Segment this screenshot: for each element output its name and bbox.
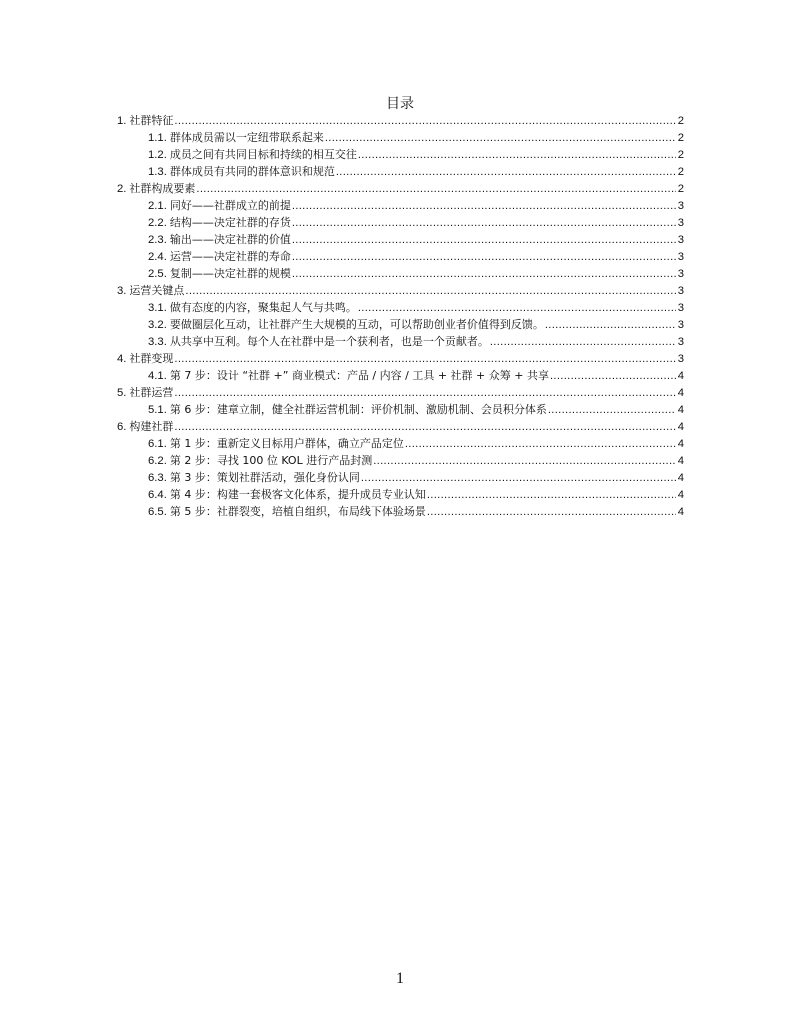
toc-dot-leader (196, 181, 676, 198)
toc-entry[interactable] (117, 418, 684, 435)
toc-entry-number: 4. (117, 353, 127, 365)
toc-dot-leader (405, 436, 676, 453)
toc-entry-page: 4 (677, 421, 684, 433)
toc-dot-leader (358, 147, 676, 164)
toc-entry[interactable] (117, 333, 684, 350)
toc-entry-text: 同好——社群成立的前提 (169, 199, 291, 212)
toc-entry-text: 第 7 步：设计 “社群 +” 商业模式：产品 / 内容 / 工具 + 社群 + 众筹 + 共享 (169, 369, 549, 382)
toc-entry-text: 做有态度的内容，聚集起人气与共鸣。 (169, 301, 357, 314)
toc-entry-text: 社群特征 (129, 114, 174, 127)
toc-entry-page: 2 (677, 166, 684, 178)
toc-entry-number: 5. (117, 387, 127, 399)
toc-entry-page: 2 (677, 115, 684, 127)
toc-entry[interactable] (117, 163, 684, 180)
toc-entry-page: 2 (677, 132, 684, 144)
toc-dot-leader (292, 266, 676, 283)
toc-entry[interactable] (117, 180, 684, 197)
toc-dot-leader (292, 232, 676, 249)
toc-entry-page: 2 (677, 149, 684, 161)
toc-dot-leader (427, 487, 676, 504)
toc-dot-leader (427, 504, 676, 521)
toc-entry-text: 第 6 步：建章立制，健全社群运营机制：评价机制、激励机制、会员积分体系 (169, 403, 547, 416)
toc-entry-text: 第 2 步：寻找 100 位 KOL 进行产品封测 (169, 454, 373, 467)
toc-dot-leader (292, 249, 676, 266)
toc-dot-leader (361, 470, 676, 487)
toc-entry-text: 社群构成要素 (129, 182, 196, 195)
toc-dot-leader (490, 334, 676, 351)
toc-entry[interactable] (117, 248, 684, 265)
toc-entry-number: 1.1. (148, 132, 167, 144)
toc-entry[interactable] (117, 265, 684, 282)
toc-entry-number: 2.2. (148, 217, 167, 229)
toc-entry-page: 3 (677, 234, 684, 246)
page-number: 1 (396, 970, 404, 987)
toc-entry-page: 4 (677, 489, 684, 501)
toc-entry[interactable] (117, 350, 684, 367)
toc-entry-page: 4 (677, 472, 684, 484)
toc-entry-page: 4 (677, 404, 684, 416)
toc-entry[interactable] (117, 435, 684, 452)
toc-dot-leader (292, 215, 676, 232)
toc-entry-page: 2 (677, 183, 684, 195)
toc-dot-leader (548, 402, 676, 419)
toc-entry-page: 4 (677, 370, 684, 382)
toc-dot-leader (174, 419, 676, 436)
toc-entry-page: 3 (677, 217, 684, 229)
toc-dot-leader (174, 385, 676, 402)
toc-entry-number: 5.1. (148, 404, 167, 416)
toc-entry-page: 3 (677, 200, 684, 212)
toc-entry-text: 第 3 步：策划社群活动，强化身份认同 (169, 471, 360, 484)
toc-entry-number: 3. (117, 285, 127, 297)
toc-entry-text: 要做圈层化互动，让社群产生大规模的互动，可以帮助创业者价值得到反馈。 (169, 318, 544, 331)
toc-entry[interactable] (117, 486, 684, 503)
toc-entry-text: 第 5 步：社群裂变，培植自组织，布局线下体验场景 (169, 505, 426, 518)
toc-entry-number: 6.3. (148, 472, 167, 484)
toc-entry-page: 3 (677, 319, 684, 331)
toc-entry-number: 2.3. (148, 234, 167, 246)
toc-entry-text: 第 1 步：重新定义目标用户群体，确立产品定位 (169, 437, 404, 450)
toc-entry-number: 6. (117, 421, 127, 433)
toc-entry-number: 3.2. (148, 319, 167, 331)
toc-entry-number: 2.5. (148, 268, 167, 280)
toc-dot-leader (292, 198, 676, 215)
toc-entry-page: 3 (677, 336, 684, 348)
toc-entry[interactable] (117, 214, 684, 231)
toc-entry-text: 第 4 步：构建一套极客文化体系，提升成员专业认知 (169, 488, 426, 501)
toc-entry-text: 复制——决定社群的规模 (169, 267, 291, 280)
toc-dot-leader (174, 113, 676, 130)
toc-entry-page: 3 (677, 268, 684, 280)
toc-entry-text: 运营关键点 (129, 284, 185, 297)
toc-entry-number: 2.1. (148, 200, 167, 212)
toc-entry-number: 6.4. (148, 489, 167, 501)
toc-entry-number: 6.1. (148, 438, 167, 450)
toc-entry-text: 社群变现 (129, 352, 174, 365)
toc-dot-leader (373, 453, 676, 470)
toc-entry-page: 3 (677, 251, 684, 263)
toc-entry[interactable] (117, 469, 684, 486)
toc-entry[interactable] (117, 503, 684, 520)
toc-entry[interactable] (117, 367, 684, 384)
toc-entry[interactable] (117, 231, 684, 248)
toc-entry-number: 3.1. (148, 302, 167, 314)
toc-entry-number: 1. (117, 115, 127, 127)
toc-entry[interactable] (117, 282, 684, 299)
toc-entry[interactable] (117, 197, 684, 214)
toc-entry-text: 构建社群 (129, 420, 174, 433)
toc-entry-text: 结构——决定社群的存货 (169, 216, 291, 229)
toc-entry-text: 成员之间有共同目标和持续的相互交往 (169, 148, 357, 161)
toc-entry-page: 4 (677, 455, 684, 467)
toc-entry[interactable] (117, 401, 684, 418)
toc-entry-number: 6.2. (148, 455, 167, 467)
toc-entry-text: 从共享中互利。每个人在社群中是一个获利者，也是一个贡献者。 (169, 335, 489, 348)
toc-dot-leader (336, 164, 676, 181)
toc-entry-page: 3 (677, 302, 684, 314)
toc-entry[interactable] (117, 112, 684, 129)
toc-entry-number: 6.5. (148, 506, 167, 518)
table-of-contents (117, 112, 684, 520)
toc-dot-leader (174, 351, 676, 368)
toc-entry-number: 3.3. (148, 336, 167, 348)
toc-entry[interactable] (117, 452, 684, 469)
toc-entry[interactable] (117, 384, 684, 401)
toc-entry[interactable] (117, 146, 684, 163)
toc-entry-text: 群体成员需以一定纽带联系起来 (169, 131, 324, 144)
toc-dot-leader (185, 283, 676, 300)
toc-entry-page: 4 (677, 387, 684, 399)
toc-entry-number: 1.2. (148, 149, 167, 161)
toc-entry[interactable] (117, 299, 684, 316)
toc-title: 目录 (386, 96, 414, 112)
toc-entry-page: 4 (677, 438, 684, 450)
toc-entry-text: 输出——决定社群的价值 (169, 233, 291, 246)
toc-dot-leader (358, 300, 676, 317)
toc-entry[interactable] (117, 316, 684, 333)
toc-entry-number: 2. (117, 183, 127, 195)
toc-dot-leader (550, 368, 676, 385)
toc-entry-page: 3 (677, 353, 684, 365)
toc-entry-page: 3 (677, 285, 684, 297)
toc-entry-number: 1.3. (148, 166, 167, 178)
toc-entry-text: 社群运营 (129, 386, 174, 399)
toc-dot-leader (545, 317, 676, 334)
toc-entry-text: 群体成员有共同的群体意识和规范 (169, 165, 335, 178)
toc-entry-number: 4.1. (148, 370, 167, 382)
toc-dot-leader (325, 130, 676, 147)
toc-entry-page: 4 (677, 506, 684, 518)
toc-entry-text: 运营——决定社群的寿命 (169, 250, 291, 263)
toc-entry-number: 2.4. (148, 251, 167, 263)
toc-entry[interactable] (117, 129, 684, 146)
